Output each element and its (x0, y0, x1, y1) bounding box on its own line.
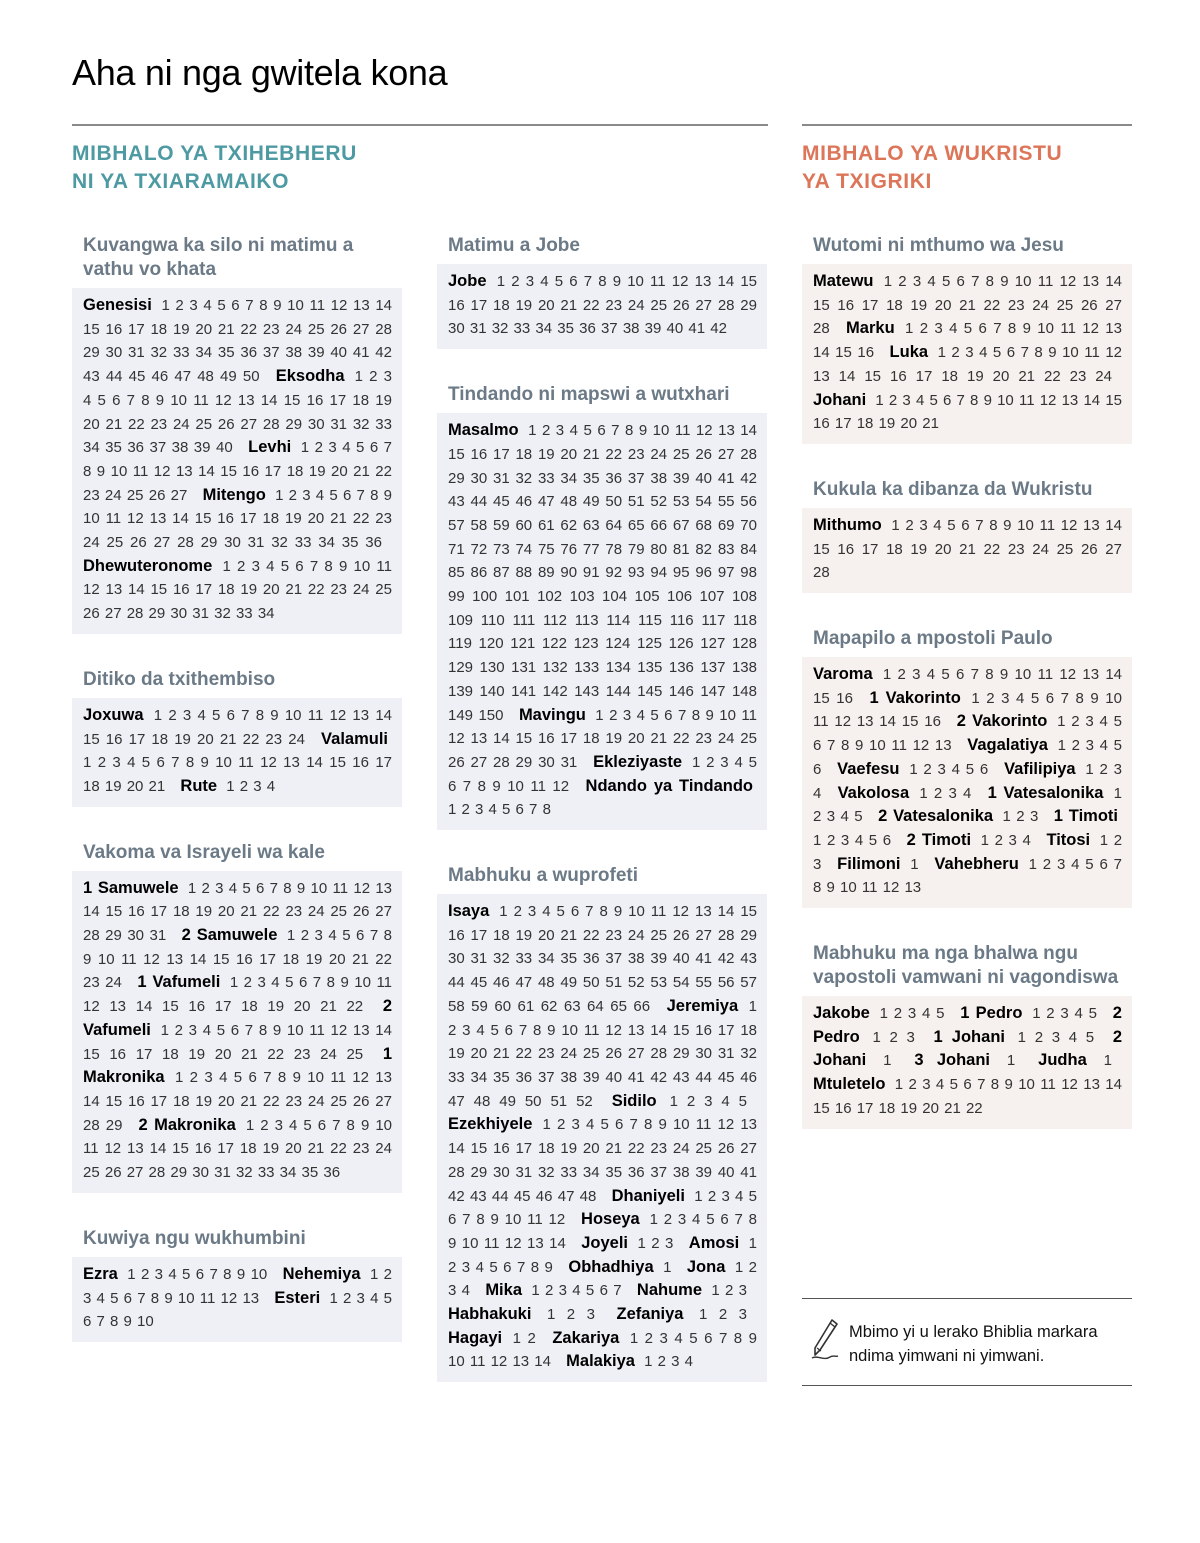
book-group-title: Matimu a Jobe (448, 235, 580, 256)
chapter-numbers: 1 2 3 4 5 6 7 8 9 10 (83, 1289, 392, 1331)
book-name: Filimoni (837, 854, 901, 873)
book-name: Valamuli (321, 729, 388, 748)
hebrew-header-rule (72, 124, 768, 126)
chapter-numbers: 1 (1103, 1052, 1113, 1070)
column-hebrew-left (72, 234, 402, 1376)
book-group-title: Tindando ni mapswi a wutxhari (448, 384, 730, 406)
book-name: 1 Vafumeli (137, 973, 221, 992)
chapter-numbers: 1 2 3 4 5 6 7 8 9 10 11 12 13 14 15 16 17 18 19 20 21 22 23 24 25 26 27 28 29 30 31 32 33 34 35 36 37 38 39 40 41 42 43 44 45 46 47 48 49 50 (83, 297, 392, 386)
chapter-numbers: 1 2 3 (872, 1028, 915, 1046)
chapter-numbers: 1 2 3 4 5 6 7 8 9 10 11 12 13 14 15 16 17 18 19 20 21 22 23 24 25 26 27 28 (813, 516, 1122, 582)
book-name: 1 Samuwele (83, 878, 179, 897)
chapter-numbers: 1 2 3 4 5 6 (813, 737, 1123, 778)
book-name: Obhadhiya (568, 1257, 654, 1276)
bible-book (813, 1076, 1122, 1117)
bible-book (838, 785, 982, 802)
book-name: Ekleziyaste (593, 752, 683, 771)
book-name: Nahume (636, 1281, 703, 1300)
book-group-title: Wutomi ni mthumo wa Jesu (813, 235, 1064, 256)
book-list (72, 288, 402, 634)
book-name: Mtuletelo (813, 1075, 886, 1094)
chapter-numbers: 1 2 3 4 (980, 831, 1031, 849)
book-name: Vagalatiya (967, 736, 1048, 755)
chapter-numbers: 1 (663, 1258, 672, 1276)
book-name: Levhi (248, 438, 292, 457)
chapter-numbers: 1 2 3 4 5 6 7 8 9 10 11 12 13 14 15 16 17 18 19 20 21 22 23 24 25 26 27 28 29 30 31 32 33 34 35 36 37 38 39 40 41 42 43 44 45 46 47 48 49 50 51 52 53 54 55 56 57 58 59 60 61 62 63 64 65 66 67 68 69 70 71 72 73 74 75 76 77 78 79 80 81 82 83 84 85 86 87 88 89 90 91 92 93 94 95 96 97 98 99 100 101 102 103 104 105 106 107 108 109 110 111 112 113 114 115 116 117 118 119 120 121 122 123 124 125 126 127 128 129 130 131 132 133 134 135 136 137 138 139 140 141 142 143 144 145 146 147 148 149 150 (448, 422, 757, 724)
chapter-numbers: 1 2 3 4 5 6 7 8 9 10 11 12 13 14 15 16 17 18 19 20 21 22 23 24 25 26 27 28 29 30 31 (448, 706, 757, 771)
chapter-numbers: 1 2 3 4 5 6 7 8 9 10 11 12 13 14 15 16 17 18 19 20 21 22 23 24 25 26 27 (83, 439, 393, 504)
book-name: 1 Vatesalonika (987, 783, 1104, 802)
book-group (802, 234, 1132, 444)
book-name: 1 Johani (933, 1027, 1005, 1046)
book-group (802, 478, 1132, 593)
hebrew-header-line1: MIBHALO YA TXIHEBHERU (72, 142, 357, 165)
chapter-numbers: 1 2 3 4 5 6 7 8 9 (448, 1234, 757, 1276)
book-name: Jobe (448, 272, 487, 290)
chapter-numbers: 1 (910, 855, 919, 873)
chapter-numbers: 1 2 3 4 5 6 7 8 9 10 11 12 13 14 (448, 1329, 757, 1371)
chapter-numbers: 1 2 3 4 (226, 777, 276, 795)
book-name: Vahebheru (934, 854, 1019, 873)
chapter-numbers: 1 2 3 4 5 6 7 8 9 10 11 12 13 14 15 16 17 18 19 20 21 22 23 24 25 26 27 28 29 30 31 32 33 34 35 36 37 38 39 40 41 42 43 44 45 46 47 48 (448, 1116, 758, 1205)
book-name: Jakobe (813, 1004, 870, 1023)
book-name: Hagayi (448, 1328, 503, 1347)
book-name: 2 Johani (813, 1027, 1122, 1070)
chapter-numbers: 1 2 3 4 5 6 7 8 9 10 11 12 13 14 15 16 17 18 19 20 21 22 23 24 25 26 27 28 (813, 273, 1122, 338)
chapter-numbers: 1 2 3 4 5 6 7 8 9 10 11 12 13 14 15 16 17 18 19 20 21 22 23 24 (813, 344, 1123, 385)
chapter-numbers: 1 2 3 4 5 6 7 8 9 10 11 12 13 14 15 16 17 18 19 20 21 22 (813, 1076, 1122, 1117)
book-name: Joyeli (581, 1233, 629, 1252)
chapter-numbers: 1 2 3 4 5 6 7 8 9 10 11 12 13 14 15 16 (813, 689, 1122, 731)
book-list (437, 413, 767, 830)
chapter-numbers: 1 2 3 (1002, 808, 1039, 826)
chapter-numbers: 1 2 3 4 5 6 7 (531, 1282, 622, 1300)
book-name: Mika (485, 1281, 522, 1300)
book-group-title: Vakoma va Israyeli wa kale (83, 841, 325, 863)
book-name: Jeremiya (666, 996, 739, 1015)
book-group (72, 668, 402, 807)
book-name: Eksodha (275, 367, 345, 386)
book-name: 1 Vakorinto (869, 688, 961, 707)
book-list (437, 264, 767, 349)
bible-book (448, 1330, 546, 1347)
book-group (437, 234, 767, 349)
book-name: 2 Vafumeli (83, 997, 392, 1039)
book-name: Nehemiya (282, 1264, 361, 1283)
book-name: Malakiya (566, 1352, 635, 1371)
book-group (802, 942, 1132, 1129)
book-name: Habhakuki (448, 1305, 532, 1324)
chapter-numbers: 1 2 3 4 5 6 7 8 9 10 11 12 13 14 15 16 17 18 19 20 21 22 23 24 25 (83, 1021, 392, 1063)
book-name: Dhaniyeli (611, 1186, 685, 1205)
book-list (72, 1257, 402, 1342)
bible-book (83, 558, 392, 622)
bible-book (448, 1306, 605, 1323)
book-name: Ndando ya Tindando (585, 776, 753, 795)
book-group (72, 234, 402, 634)
book-group-title: Mapapilo a mpostoli Paulo (813, 628, 1053, 650)
book-group (437, 864, 767, 1382)
chapter-numbers: 1 2 3 4 5 (1017, 1028, 1095, 1046)
chapter-numbers: 1 2 3 4 5 6 7 8 9 10 11 12 13 14 15 16 17 18 19 20 21 (83, 754, 392, 795)
page-title: Aha ni nga gwitela kona (72, 52, 448, 93)
chapter-numbers: 1 2 3 4 5 6 7 8 9 10 11 12 13 14 15 16 17 18 19 20 21 22 23 24 25 26 27 28 29 30 31 (83, 879, 393, 945)
greek-header-line2: YA TXIGRIKI (802, 170, 932, 193)
chapter-numbers: 1 2 3 4 5 (669, 1092, 747, 1110)
book-name: Zefaniya (616, 1305, 684, 1324)
book-name: Sidilo (611, 1091, 657, 1110)
book-name: Masalmo (448, 421, 519, 440)
bible-book (813, 392, 1122, 433)
book-name: Vakolosa (837, 783, 910, 802)
chapter-numbers: 1 2 3 4 5 6 7 8 9 10 11 12 13 (813, 855, 1122, 897)
bible-book (878, 808, 1048, 825)
book-group (72, 841, 402, 1193)
book-name: Jona (686, 1257, 726, 1276)
bible-book (612, 1093, 757, 1110)
chapter-numbers: 1 2 3 4 5 6 7 8 9 10 11 12 13 14 15 16 17 18 19 20 21 22 23 24 25 26 27 28 29 30 31 32 33 34 35 36 37 38 39 40 (83, 368, 392, 457)
book-name: 2 Samuwele (181, 926, 278, 945)
book-name: 2 Timoti (906, 830, 972, 849)
book-name: 2 Makronika (138, 1115, 236, 1134)
book-name: Ezra (83, 1264, 118, 1283)
column-greek (802, 234, 1132, 1163)
bible-book (907, 832, 1041, 849)
bible-book (637, 1282, 757, 1299)
book-name: Vaefesu (837, 759, 900, 778)
book-name: Matewu (813, 272, 874, 290)
book-name: Luka (889, 343, 929, 362)
chapter-numbers: 1 2 3 4 5 (879, 1005, 945, 1023)
chapter-numbers: 1 2 3 4 5 6 7 8 9 10 11 12 13 14 15 16 17 18 19 20 21 22 (83, 974, 393, 1016)
book-name: Dhewuteronome (83, 556, 213, 575)
book-name: 1 Timoti (1053, 807, 1118, 826)
book-list (802, 996, 1132, 1129)
greek-scriptures-header (802, 140, 1062, 196)
book-name: 2 Pedro (813, 1004, 1122, 1046)
chapter-numbers: 1 2 3 4 5 6 7 8 9 10 11 12 13 14 15 16 17 18 19 20 21 22 23 24 25 26 27 28 29 30 31 32 33 34 35 36 37 38 39 40 41 42 43 44 45 46 47 48 49 50 51 52 (448, 997, 757, 1110)
book-name: Esteri (274, 1288, 321, 1307)
bible-book (485, 1282, 631, 1299)
chapter-numbers: 1 2 3 4 (813, 760, 1123, 802)
chapter-numbers: 1 2 3 4 5 6 7 8 9 10 11 12 13 14 15 16 17 18 19 20 21 22 23 24 25 26 27 28 29 (83, 1069, 392, 1134)
book-group-title: Kukula ka dibanza da Wukristu (813, 478, 1093, 500)
book-name: Amosi (688, 1233, 740, 1252)
book-list (802, 657, 1132, 908)
book-name: Marku (846, 319, 895, 338)
greek-header-rule (802, 124, 1132, 126)
bible-book (617, 1306, 758, 1323)
book-name: Mithumo (813, 515, 882, 534)
bible-book (837, 761, 998, 778)
bible-book (180, 778, 285, 795)
chapter-numbers: 1 2 3 4 5 6 7 8 9 10 (127, 1265, 268, 1283)
book-name: Zakariya (552, 1328, 620, 1347)
bible-book (934, 1029, 1105, 1046)
book-name: 3 Johani (914, 1051, 991, 1070)
book-name: Isaya (448, 902, 490, 921)
chapter-numbers: 1 2 3 4 5 6 7 8 9 10 11 12 (448, 1187, 758, 1229)
chapter-numbers: 1 2 3 (698, 1306, 748, 1324)
book-name: Vafilipiya (1004, 759, 1076, 778)
bible-book (837, 856, 928, 873)
book-name: Hoseya (581, 1210, 640, 1229)
hebrew-scriptures-header (72, 140, 357, 196)
chapter-numbers: 1 2 3 4 5 6 7 8 (448, 801, 551, 819)
book-group-title: Ditiko da txithembiso (83, 668, 276, 690)
book-name: Mitengo (202, 485, 266, 504)
chapter-numbers: 1 2 3 4 5 6 7 8 9 10 11 12 13 14 15 16 17 18 19 20 21 (813, 391, 1122, 433)
note-text: Mbimo yi u lerako Bhiblia markara ndima yimwani ni yimwani. (849, 1323, 1098, 1365)
book-name: Genesisi (83, 296, 152, 314)
book-list (802, 264, 1132, 444)
book-name: Rute (180, 776, 218, 795)
chapter-numbers: 1 2 3 (637, 1234, 674, 1252)
book-name: Ezekhiyele (448, 1115, 533, 1134)
chapter-numbers: 1 2 3 4 5 (1032, 1005, 1098, 1023)
chapter-numbers: 1 2 3 4 (644, 1353, 693, 1371)
bible-book (1038, 1052, 1122, 1069)
book-name: Varoma (813, 665, 873, 684)
bible-book (813, 517, 1122, 581)
chapter-numbers: 1 2 3 4 5 (813, 784, 1123, 826)
book-list (72, 871, 402, 1193)
chapter-numbers: 1 2 3 4 5 6 7 8 9 10 11 12 13 (813, 713, 1122, 755)
book-name: Mavingu (518, 705, 586, 724)
chapter-numbers: 1 2 3 (813, 831, 1123, 873)
book-group (72, 1227, 402, 1342)
book-name: 1 Pedro (960, 1004, 1023, 1023)
book-group-title: Mabhuku a wuprofeti (448, 865, 638, 887)
chapter-numbers: 1 2 3 4 5 6 7 8 9 10 11 12 13 14 15 16 (813, 666, 1122, 707)
bible-book (83, 1266, 277, 1283)
chapter-numbers: 1 2 3 4 5 6 7 8 9 10 11 12 (448, 753, 757, 795)
chapter-numbers: 1 2 3 4 5 6 7 8 9 10 11 12 13 14 15 16 17 18 19 20 21 22 23 24 25 26 27 28 29 30 31 32 33 34 (83, 557, 392, 623)
chapter-numbers: 1 2 3 4 (448, 1258, 757, 1300)
bible-book (581, 1235, 683, 1252)
chapter-numbers: 1 2 3 4 5 6 (813, 831, 892, 849)
bible-book (448, 422, 757, 723)
chapter-numbers: 1 2 (512, 1329, 536, 1347)
chapter-numbers: 1 2 3 4 5 6 7 8 9 10 11 12 13 14 15 16 17 18 19 20 21 22 23 24 25 26 27 28 29 30 31 32 33 34 35 36 37 38 39 40 41 42 43 44 45 46 47 48 49 50 51 52 53 54 55 56 57 58 59 60 61 62 63 64 65 66 (448, 903, 758, 1015)
chapter-numbers: 1 2 3 4 (919, 784, 972, 802)
book-group-title: Kuwiya ngu wukhumbini (83, 1227, 306, 1249)
column-hebrew-right (437, 234, 767, 1416)
book-name: Johani (813, 390, 867, 409)
bible-book (960, 1005, 1107, 1022)
book-list (802, 508, 1132, 593)
chapter-numbers: 1 2 3 4 5 6 7 8 9 10 11 12 13 14 15 16 17 18 19 20 21 22 23 24 25 26 27 28 29 30 31 32 33 34 35 36 (83, 486, 393, 552)
book-name: Joxuwa (83, 705, 144, 724)
book-name: 1 Makronika (83, 1044, 392, 1087)
chapter-numbers: 1 (1006, 1052, 1016, 1070)
bible-book (448, 273, 757, 337)
chapter-numbers: 1 2 3 4 5 6 7 8 9 10 11 12 13 14 15 16 17 18 19 20 21 22 23 24 25 26 27 28 29 30 31 32 33 34 35 36 (83, 1116, 393, 1182)
reading-note (802, 1298, 1132, 1386)
bible-book (566, 1353, 703, 1370)
chapter-numbers: 1 2 3 4 5 6 7 8 9 10 11 12 13 14 15 16 17 18 19 20 21 22 23 24 (83, 706, 393, 748)
book-group-title: Mabhuku ma nga bhalwa ngu vapostoli vamwani ni vagondiswa (813, 943, 1119, 989)
book-name: Judha (1038, 1051, 1087, 1070)
bible-book (914, 1052, 1025, 1069)
bible-book (813, 1005, 954, 1022)
chapter-numbers: 1 2 3 (711, 1282, 747, 1300)
book-name: 2 Vakorinto (956, 712, 1048, 731)
book-list (72, 698, 402, 807)
chapter-numbers: 1 2 3 4 5 6 7 8 9 10 11 12 13 14 15 16 17 18 19 20 21 22 23 24 25 26 27 28 29 30 31 32 33 34 35 36 37 38 39 40 41 42 (448, 273, 758, 338)
chapter-numbers: 1 2 3 4 5 6 (909, 760, 989, 778)
pencil-icon (810, 1317, 840, 1363)
bible-book (568, 1259, 681, 1276)
chapter-numbers: 1 2 3 (546, 1306, 595, 1324)
chapter-numbers: 1 2 3 4 5 6 7 8 9 10 11 12 13 14 (448, 1211, 758, 1252)
hebrew-header-line2: NI YA TXIARAMAIKO (72, 170, 290, 193)
chapter-numbers: 1 2 3 4 5 6 7 8 9 10 11 12 13 14 15 16 17 18 19 20 21 22 23 24 (83, 927, 392, 992)
book-group (437, 383, 767, 830)
chapter-numbers: 1 (883, 1052, 892, 1070)
book-name: 2 Vatesalonika (878, 807, 994, 826)
book-name: Titosi (1046, 830, 1091, 849)
book-group-title: Kuvangwa ka silo ni matimu a vathu vo khata (83, 235, 354, 280)
greek-header-line1: MIBHALO YA WUKRISTU (802, 142, 1063, 165)
book-group (802, 627, 1132, 908)
chapter-numbers: 1 2 3 4 5 6 7 8 9 10 11 12 13 14 15 16 (813, 320, 1122, 362)
book-list (437, 894, 767, 1382)
chapter-numbers: 1 2 3 4 5 6 7 8 9 10 11 12 13 (83, 1265, 393, 1307)
